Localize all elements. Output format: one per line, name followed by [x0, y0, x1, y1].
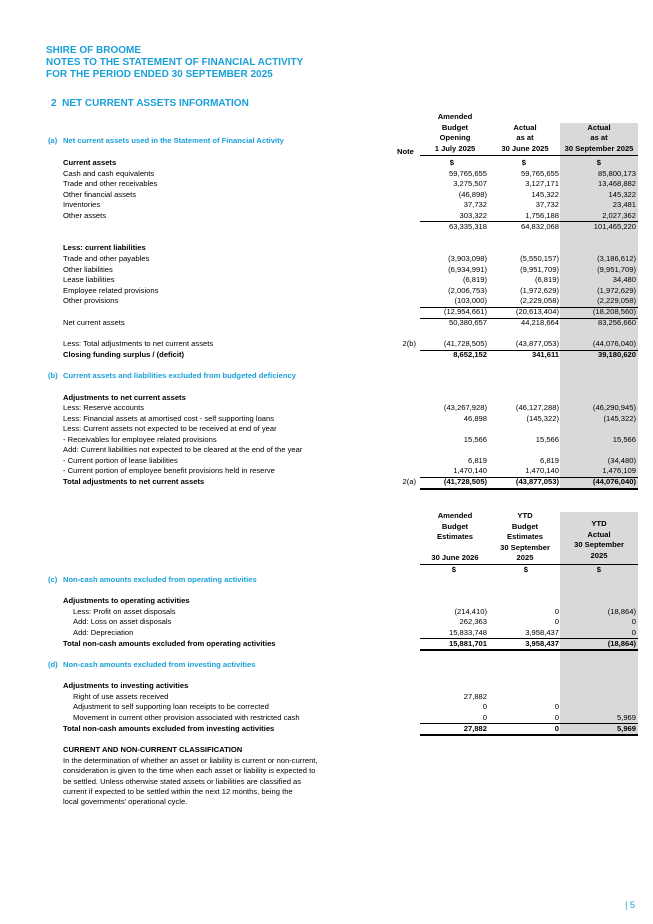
table-row: Add: Depreciation 15,833,748 3,958,437 0: [73, 627, 636, 637]
part-d-title: Non-cash amounts excluded from investing activities: [63, 659, 256, 669]
table-row: - Current portion of lease liabilities 6,819 6,819 (34,480): [63, 455, 636, 465]
page-number: | 5: [625, 900, 635, 910]
current-assets-heading: Current assets: [63, 158, 117, 167]
table-row: Add: Current liabilities not expected to be cleared at the end of the year: [63, 445, 303, 454]
part-c-title: Non-cash amounts excluded from operating activities: [63, 575, 257, 584]
table-row: Add: Loss on asset disposals 262,363 0 0: [73, 617, 636, 626]
header-line-2: NOTES TO THE STATEMENT OF FINANCIAL ACTIVITY: [46, 57, 304, 68]
liabilities-heading-row: [0, 243, 653, 253]
table-row: Other financial assets (46,898) 145,322 145,322: [63, 189, 636, 199]
note-column-header: Note: [397, 147, 414, 156]
header-line-3: FOR THE PERIOD ENDED 30 SEPTEMBER 2025: [46, 69, 273, 80]
col-amended-budget-estimates-header: Amended Budget Estimates 30 June 2026: [431, 511, 479, 562]
col-actual-june-header: Actual as at 30 June 2025: [501, 122, 549, 153]
table-row: Trade and other receivables 3,275,507 3,127,171 13,468,882: [63, 179, 636, 188]
part-d-title-row: [0, 660, 653, 670]
part-a-letter: (a): [48, 136, 58, 145]
part-d-letter: (d): [48, 659, 58, 669]
table-row: Adjustment to self supporting loan receipts to be corrected 0 0: [73, 702, 559, 711]
classification-paragraph: In the determination of whether an asset or liability is current or non-current, consideration is given to the time when each asset or liability is expected to be settled. Unless otherwise stated assets or liabilities are classified as current if expected to be settled within the next 12 months, being the local governments' operational cycle.: [63, 756, 318, 807]
table-row: Inventories 37,732 37,732 23,481: [63, 200, 636, 209]
table-row: Other provisions (103,000) (2,229,058) (2,229,058): [63, 296, 636, 305]
part-d-heading-row: Adjustments to investing activities: [63, 681, 189, 690]
table-row: Employee related provisions (2,006,753) (1,972,629) (1,972,629): [63, 285, 636, 295]
liabilities-heading: Less: current liabilities: [63, 243, 146, 252]
less-total-adjustments-row: Less: Total adjustments to net current assets 2(b) (41,728,505) (43,877,053) (44,076,040): [63, 339, 636, 348]
part-c-letter: (c): [48, 575, 58, 584]
table-row: Cash and cash equivalents 59,765,655 59,765,655 85,800,173: [63, 168, 636, 178]
section-title-text: NET CURRENT ASSETS INFORMATION: [62, 98, 249, 109]
table-row: Less: Profit on asset disposals (214,410) 0 (18,864): [73, 606, 636, 616]
current-assets-heading-row: [0, 158, 653, 168]
part-b-title: Current assets and liabilities excluded from budgeted deficiency: [63, 371, 296, 380]
col-actual-september-header: Actual as at 30 September 2025: [564, 122, 634, 153]
table-row: - Current portion of employee benefit provisions held in reserve 1,470,140 1,470,140 1,476,109: [63, 466, 636, 475]
currency-symbol: $: [596, 564, 601, 574]
doc-header: [46, 45, 303, 81]
note-header-row: [0, 147, 653, 157]
part-b-total-row: Total adjustments to net current assets 2(a) (41,728,505) (43,877,053) (44,076,040): [63, 477, 636, 486]
part-c-heading-row: Adjustments to operating activities: [63, 596, 190, 605]
table-row: - Receivables for employee related provisions 15,566 15,566 15,566: [63, 434, 636, 444]
currency-symbol: $: [596, 158, 601, 167]
table-row: Other liabilities (6,934,991) (9,951,709) (9,951,709): [63, 264, 636, 274]
table-row: Lease liabilities (6,819) (6,819) 34,480: [63, 275, 636, 284]
table-row: Less: Financial assets at amortised cost - self supporting loans 46,898 (145,322) (145,322): [63, 413, 636, 423]
part-a-title: Net current assets used in the Statement of Financial Activity: [63, 136, 284, 145]
double-rule: [420, 734, 638, 736]
part-a-title-row: [0, 136, 653, 146]
double-rule: [420, 488, 638, 490]
section-number: 2: [51, 98, 57, 109]
table-row: Less: Current assets not expected to be received at end of year: [63, 424, 277, 433]
note-reference: 2(a): [402, 477, 416, 486]
table-row: Movement in current other provision associated with restricted cash 0 0 5,969: [73, 712, 636, 722]
currency-symbol: $: [449, 158, 454, 167]
header-line-1: SHIRE OF BROOME: [46, 45, 142, 56]
part-c-title-row: [0, 575, 653, 585]
classification-heading-row: [0, 745, 653, 755]
table-row: Right of use assets received 27,882: [73, 691, 487, 701]
currency-symbol: $: [451, 564, 456, 574]
table-row: Less: Reserve accounts (43,267,928) (46,127,288) (46,290,945): [63, 403, 636, 412]
liabilities-total-row: (12,954,661) (20,613,404) (18,208,560): [443, 307, 636, 316]
closing-surplus-row: Closing funding surplus / (deficit) 8,652,152 341,611 39,180,620: [63, 350, 636, 359]
double-rule: [420, 649, 638, 651]
col-ytd-budget-header: YTD Budget Estimates 30 September 2025: [500, 511, 550, 562]
col-ytd-actual-header: YTD Actual 30 September 2025: [574, 519, 624, 560]
currency-symbol: $: [521, 158, 526, 167]
classification-heading: CURRENT AND NON-CURRENT CLASSIFICATION: [63, 745, 243, 754]
part-b-letter: (b): [48, 371, 58, 380]
part-c-total-row: Total non-cash amounts excluded from operating activities 15,881,701 3,958,437 (18,864): [63, 638, 636, 648]
part-b-title-row: [0, 371, 653, 381]
current-assets-total-row: 63,335,318 64,832,068 101,465,220: [448, 221, 636, 231]
part-d-total-row: Total non-cash amounts excluded from investing activities 27,882 0 5,969: [63, 723, 636, 733]
table-row: Other assets 303,322 1,756,188 2,027,362: [63, 210, 636, 220]
section-title: [51, 98, 249, 109]
note-reference: 2(b): [402, 339, 416, 348]
col-amended-budget-header: Amended Budget Opening 1 July 2025: [434, 112, 476, 153]
table-row: Trade and other payables (3,903,098) (5,550,157) (3,186,612): [63, 254, 636, 263]
currency-row: [0, 565, 653, 575]
currency-symbol: $: [523, 564, 528, 574]
part-b-heading-row: Adjustments to net current assets: [63, 392, 186, 402]
net-current-assets-row: Net current assets 50,380,657 44,218,664 83,256,660: [63, 318, 636, 327]
